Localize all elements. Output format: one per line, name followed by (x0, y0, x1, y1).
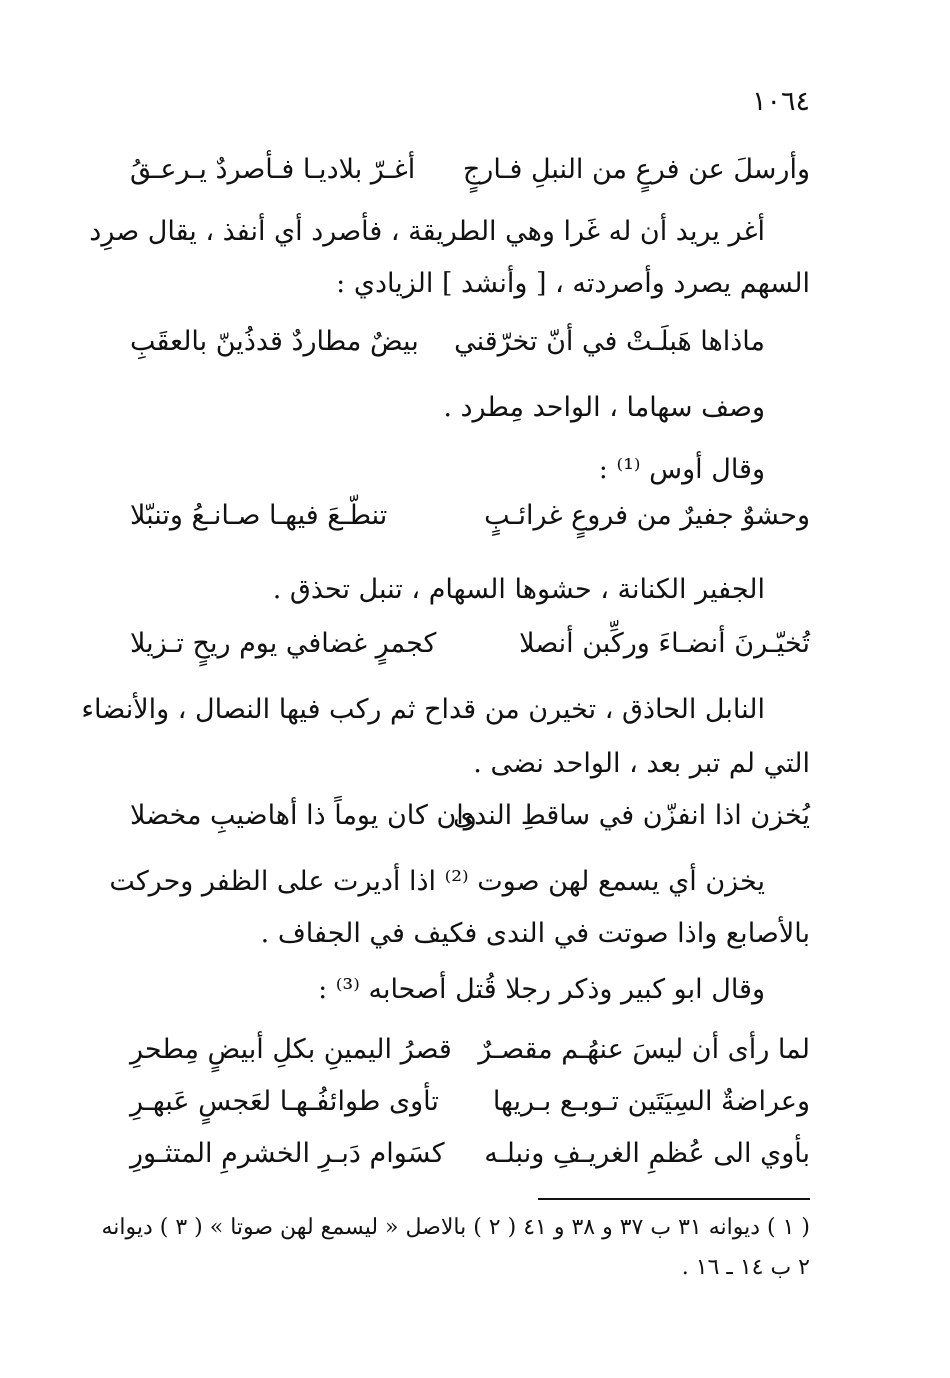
verse-first-hemistich: وحشوٌ جفيرٌ من فروعٍ غرائـبٍ (484, 500, 810, 531)
commentary-line: النابل الحاذق ، تخيرن من قداح ثم ركب فيها النصال ، والأنضاء (81, 694, 765, 725)
commentary-line: أغر يريد أن له غَرا وهي الطريقة ، فأصرد أي أنفذ ، يقال صرِد (89, 216, 765, 247)
page-number: ١٠٦٤ (751, 86, 810, 117)
commentary-line: الجفير الكنانة ، حشوها السهام ، تنبل تحذق . (272, 574, 765, 605)
verse-second-hemistich: وان كان يوماً ذا أهاضيبِ مخضلا (130, 800, 477, 831)
verse-second-hemistich: أغـرّ بلاديـا فـأصردٌ يـرعـقُ (130, 154, 416, 185)
verse-second-hemistich: تأوى طوائفُـهـا لعَجسٍ عَبهـرِ (130, 1086, 439, 1117)
footnote-line: ( ١ ) ديوانه ٣١ ب ٣٧ و ٣٨ و ٤١ ( ٢ ) بالاصل « ليسمع لهن صوتا » ( ٣ ) ديوانه (101, 1215, 810, 1240)
verse-first-hemistich: يُخزن اذا انفزّن في ساقطِ الندى (453, 800, 810, 831)
verse-line (130, 322, 765, 362)
verse-line (130, 624, 810, 664)
verse-line (130, 1134, 810, 1174)
commentary-line: بالأصابع واذا صوتت في الندى فكيف في الجفاف . (260, 918, 810, 949)
verse-line (130, 496, 810, 536)
verse-first-hemistich: لما رأى أن ليسَ عنهُـم مقصـرٌ (478, 1034, 810, 1065)
commentary-line: السهم يصرد وأصردته ، [ وأنشد ] الزيادي : (336, 268, 810, 299)
commentary-line: التي لم تبر بعد ، الواحد نضى . (473, 748, 810, 779)
verse-second-hemistich: كجمرٍ غضافي يوم ريحٍ تـزيلا (130, 628, 437, 659)
verse-line (130, 796, 810, 836)
verse-first-hemistich: ماذاها هَبلَـتْ في أنّ تخرّقني (454, 326, 765, 357)
poet-intro-line: وقال أوس ⁽¹⁾ : (598, 454, 765, 485)
verse-second-hemistich: كسَوام دَبـرِ الخشرمِ المتثـورِ (130, 1138, 445, 1169)
verse-first-hemistich: وعراضةٌ السِيَتَين تـوبـع بـريها (492, 1086, 810, 1117)
verse-second-hemistich: بيضٌ مطاردٌ قدذُينّ بالعقَبِ (130, 326, 419, 357)
commentary-line: وصف سهاما ، الواحد مِطرد . (443, 392, 765, 423)
verse-first-hemistich: تُخيّـرنَ أنضـاءَ وركِّبن أنصلا (519, 628, 810, 659)
verse-second-hemistich: تنطّـعَ فيهـا صـانـعُ وتنبّلا (130, 500, 388, 531)
poet-intro-line: وقال ابو كبير وذكر رجلا قُتل أصحابه ⁽³⁾ : (318, 974, 765, 1005)
verse-second-hemistich: قصرُ اليمينِ بكلِ أبيضٍ مِطحرِ (130, 1034, 452, 1065)
verse-line (130, 1082, 810, 1122)
verse-line (130, 150, 810, 190)
verse-line (130, 1030, 810, 1070)
footnote-line: ٢ ب ١٤ ـ ١٦ . (681, 1255, 810, 1280)
verse-first-hemistich: بأوي الى عُظمِ الغريـفِ ونبلـه (484, 1138, 810, 1169)
commentary-line: يخزن أي يسمع لهن صوت ⁽²⁾ اذا أديرت على الظفر وحركت (109, 866, 765, 897)
verse-first-hemistich: وأرسلَ عن فرعٍ من النبلِ فـارجٍ (462, 154, 810, 185)
footnote-divider (538, 1198, 810, 1200)
